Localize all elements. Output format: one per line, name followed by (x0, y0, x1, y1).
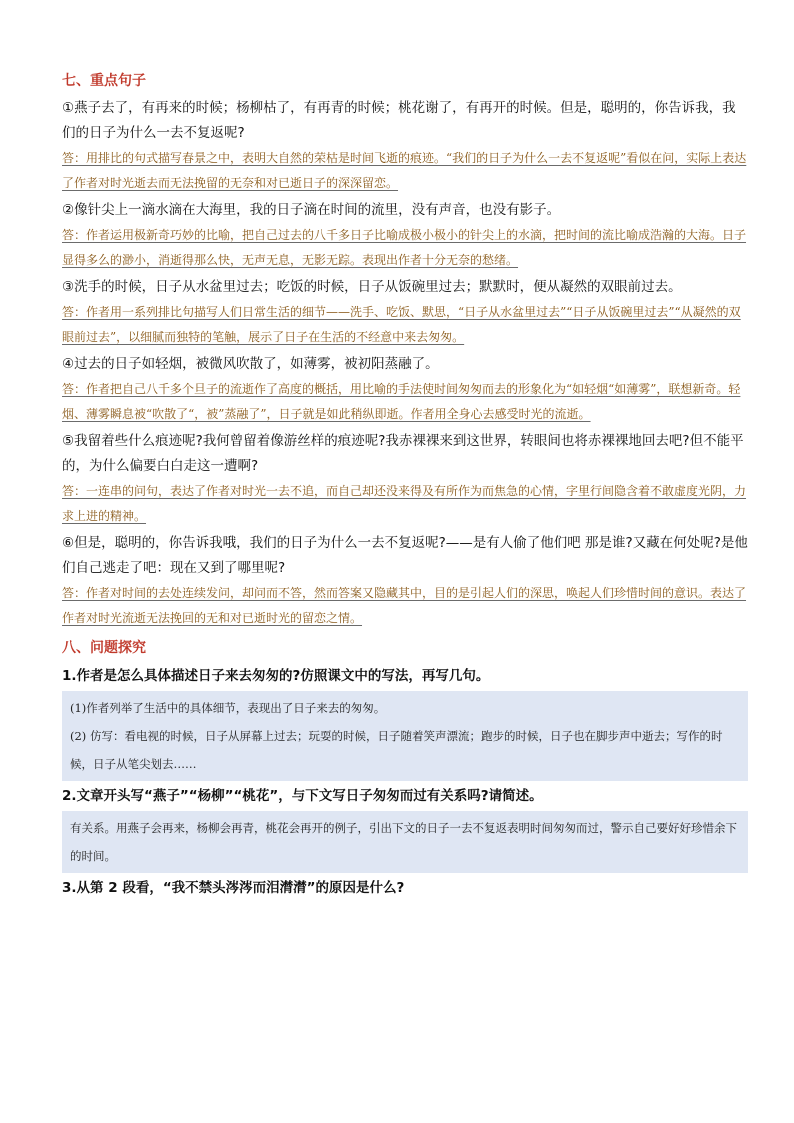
answer-5 (62, 479, 748, 529)
answer-6 (62, 581, 748, 631)
answer-2-text: 答：作者运用极新奇巧妙的比喻，把自己过去的八千多日子比喻成极小极小的针尖上的水滴，把时间的流比喻成浩瀚的大海。日子显得多么的渺小，消逝得那么快，无声无息，无影无踪。表现出作者十分无奈的愁绪。 (62, 228, 747, 267)
question-1: 1.作者是怎么具体描述日子来去匆匆的?仿照课文中的写法，再写几句。 (62, 668, 490, 684)
sentence-5: ⑤我留着些什么痕迹呢?我何曾留着像游丝样的痕迹呢?我赤裸裸来到这世界，转眼间也将赤裸裸地回去吧?但不能平的，为什么偏要白白走这一遭啊? (62, 433, 744, 474)
section-title-question-exploration: 八、问题探究 (62, 640, 146, 656)
sentence-1: ①燕子去了，有再来的时候；杨柳枯了，有再青的时候；桃花谢了，有再开的时候。但是，聪明的，你告诉我，我们的日子为什么一去不复返呢? (62, 100, 736, 141)
sentence-2: ②像针尖上一滴水滴在大海里，我的日子滴在时间的流里，没有声音，也没有影子。 (62, 202, 561, 218)
answer-box-1 (62, 691, 748, 781)
answer-4 (62, 377, 748, 427)
answer-4-text: 答：作者把自己八千多个旦子的流逝作了高度的概括，用比喻的手法使时间匆匆而去的形象化为“如轻烟“如薄雾”，联想新奇。轻烟、薄雾瞬息被“吹散了“，被”蒸融了”，日子就是如此稍纵即逝。作者用全身心去感受时光的流逝。 (62, 382, 741, 421)
answer-box-2 (62, 811, 748, 873)
answer-2 (62, 223, 748, 273)
answer-box-1-line-2: (2) 仿写：看电视的时候，日子从屏幕上过去；玩耍的时候，日子随着笑声漂流；跑步的时候，日子也在脚步声中逝去；写作的时候，日子从笔尖划去…… (70, 729, 723, 771)
section-title-key-sentences: 七、重点句子 (62, 73, 146, 89)
question-2: 2.文章开头写“燕子”“杨柳”“桃花”，与下文写日子匆匆而过有关系吗?请简述。 (62, 788, 543, 804)
document-page (62, 70, 748, 903)
sentence-6: ⑥但是，聪明的，你告诉我哦，我们的日子为什么一去不复返呢?——是有人偷了他们吧 那是谁?又藏在何处呢?是他们自己逃走了吧：现在又到了哪里呢? (62, 535, 748, 576)
answer-5-text: 答：一连串的问句，表达了作者对时光一去不追，而自己却还没来得及有所作为而焦急的心情，字里行间隐含着不敢虚度光阴，力求上进的精神。 (62, 484, 747, 523)
answer-1-text: 答：用排比的句式描写春景之中，表明大自然的荣枯是时间飞逝的痕迹。“我们的日子为什么一去不复返呢”看似在问，实际上表达了作者对时光逝去而无法挽留的无奈和对已逝日子的深深留恋。 (62, 151, 747, 190)
answer-box-2-line-1: 有关系。用燕子会再来，杨柳会再青，桃花会再开的例子，引出下文的日子一去不复返表明时间匆匆而过，警示自己要好好珍惜余下的时间。 (70, 821, 737, 863)
answer-1 (62, 146, 748, 196)
question-3: 3.从第 2 段看，“我不禁头涔涔而泪潸潸”的原因是什么? (62, 880, 405, 896)
answer-3 (62, 300, 748, 350)
answer-3-text: 答：作者用一系列排比句描写人们日常生活的细节——洗手、吃饭、默思，“日子从水盆里过去”“日子从饭碗里过去”“从凝然的双眼前过去”，以细腻而独特的笔触，展示了日子在生活的不经意中来去匆匆。 (62, 305, 741, 344)
answer-box-1-line-1: (1)作者列举了生活中的具体细节，表现出了日子来去的匆匆。 (70, 701, 386, 715)
sentence-3: ③洗手的时候，日子从水盆里过去；吃饭的时候，日子从饭碗里过去；默默时，便从凝然的双眼前过去。 (62, 279, 682, 295)
answer-6-text: 答：作者对时间的去处连续发问，却问而不答，然而答案又隐藏其中，目的是引起人们的深思，唤起人们珍惜时间的意识。表达了作者对时光流逝无法挽回的无和对已逝时光的留恋之情。 (62, 586, 747, 625)
sentence-4: ④过去的日子如轻烟，被微风吹散了，如薄雾，被初阳蒸融了。 (62, 356, 439, 372)
